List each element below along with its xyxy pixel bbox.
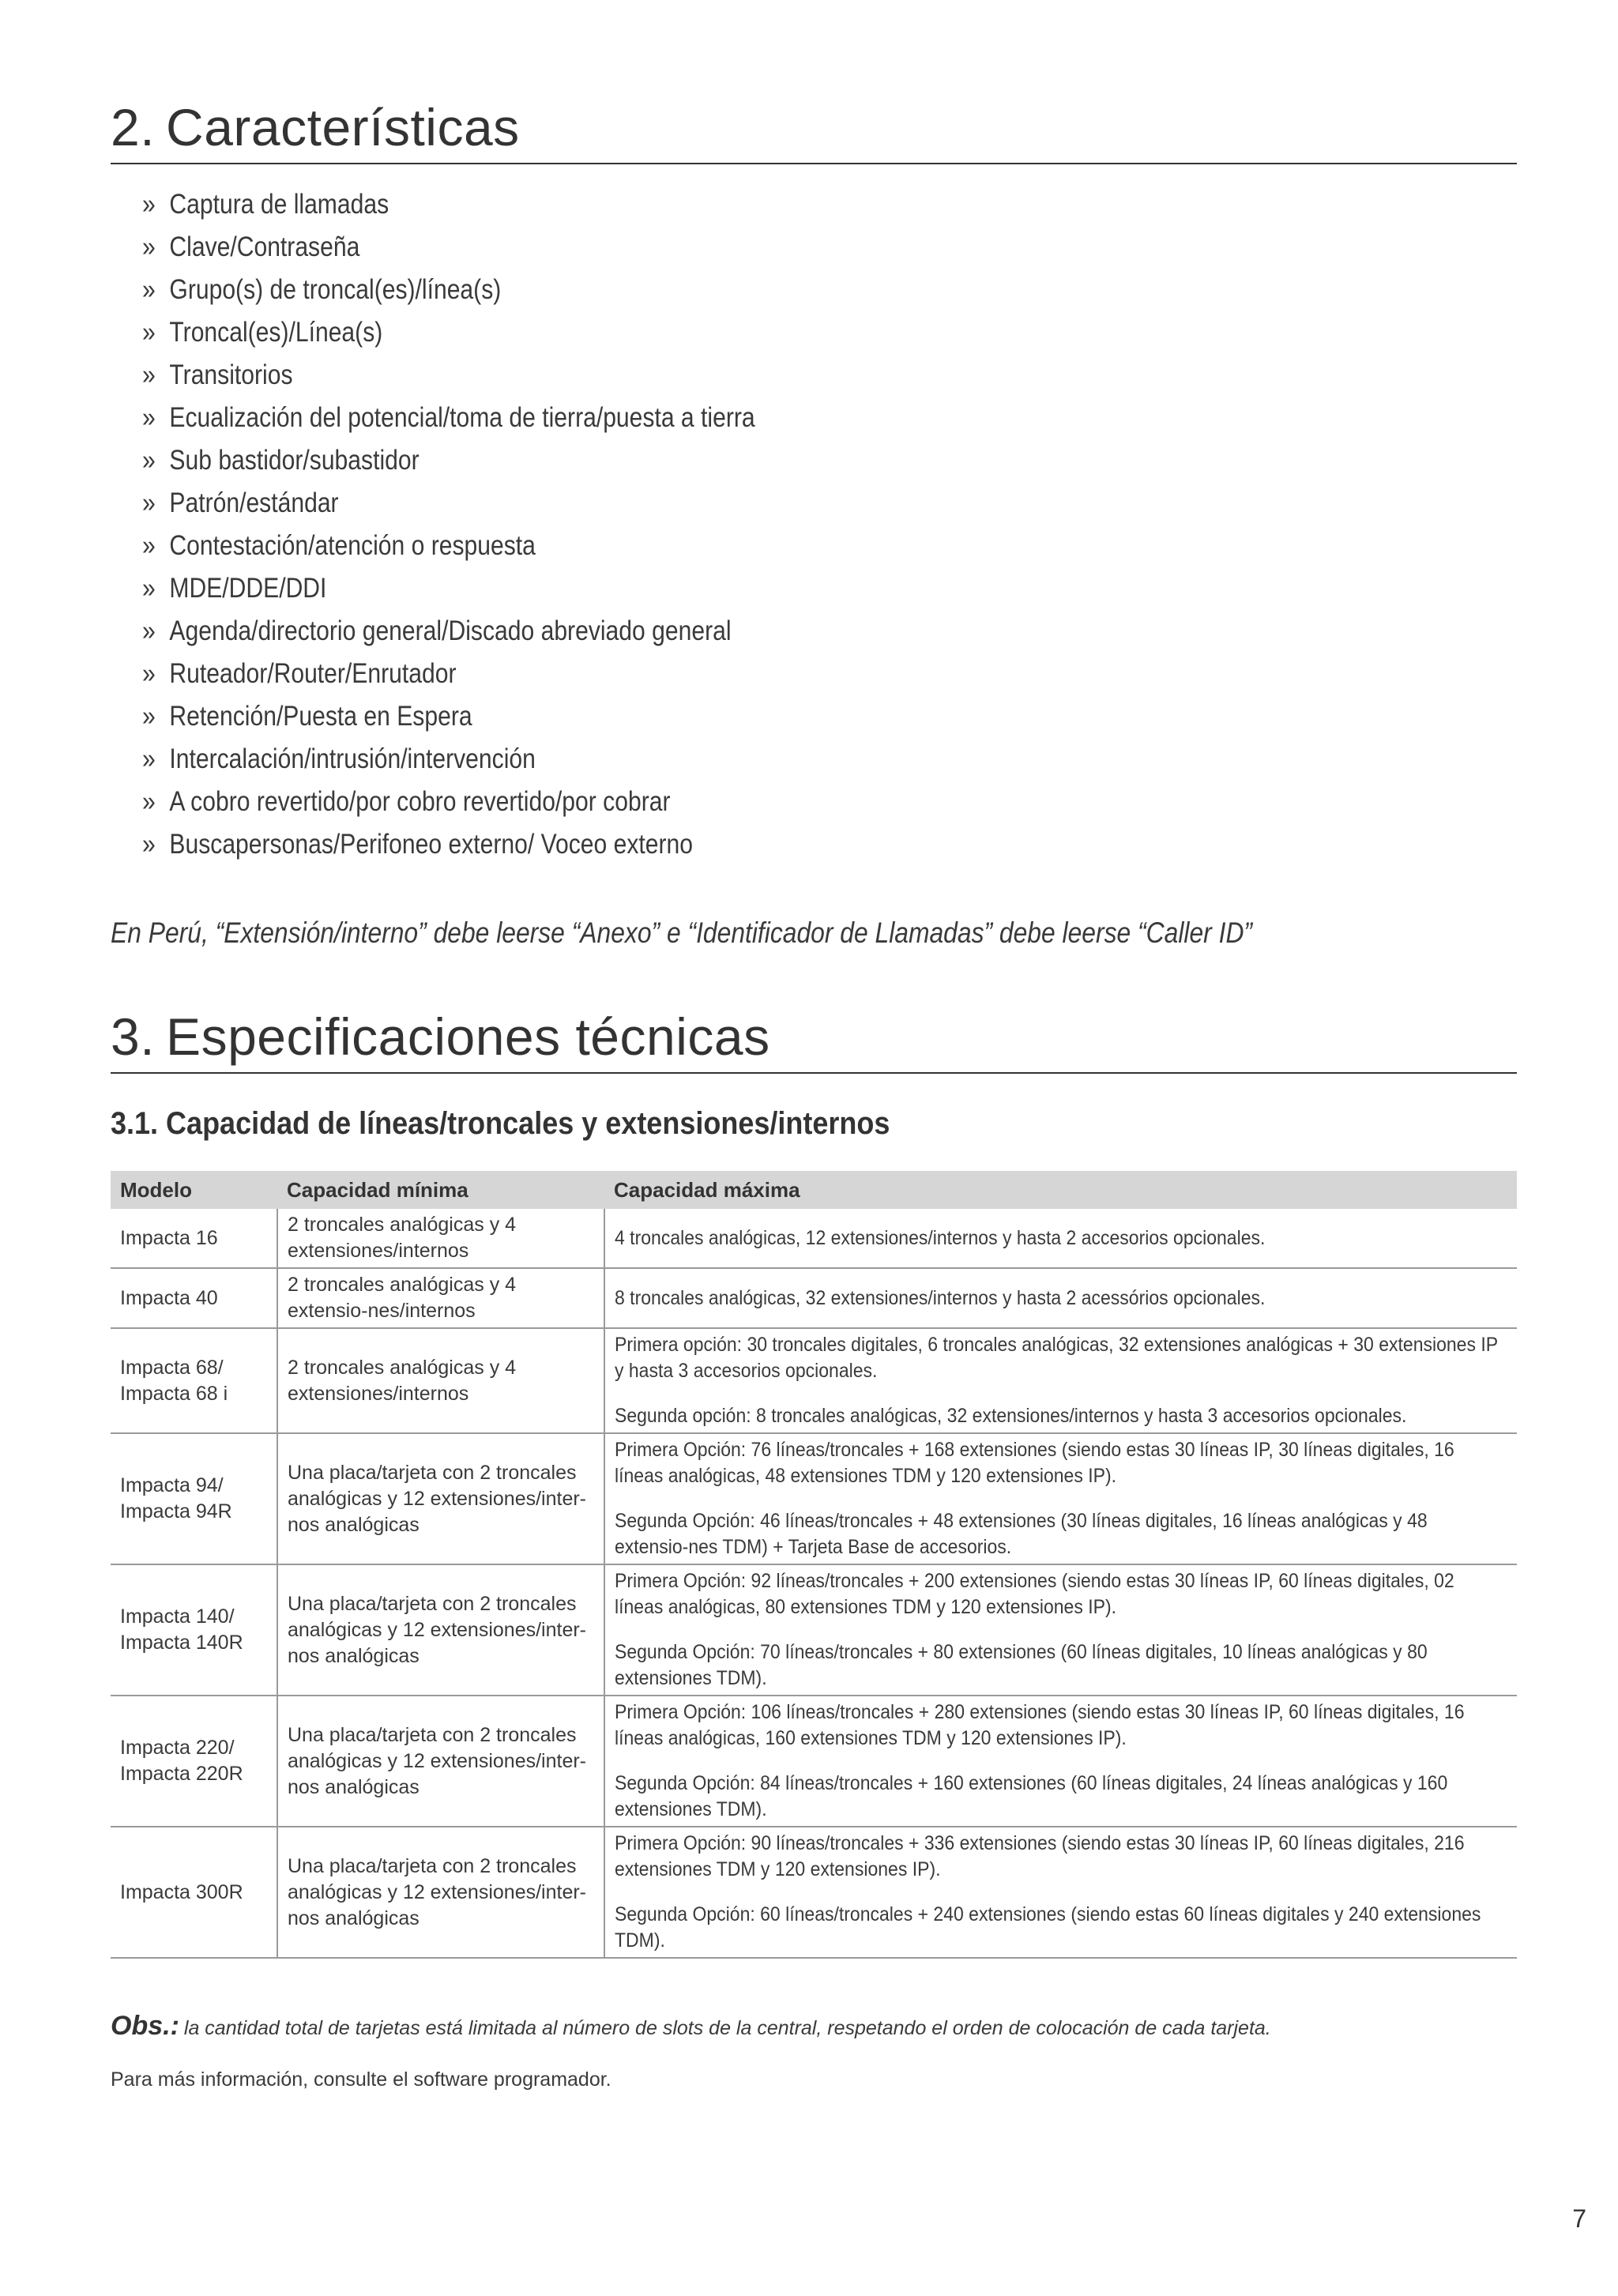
table-header-row bbox=[111, 1171, 1517, 1209]
observation bbox=[111, 2011, 1271, 2042]
feature-text: Captura de llamadas bbox=[169, 189, 389, 220]
feature-text: MDE/DDE/DDI bbox=[169, 573, 327, 604]
max-capacity-option-1 bbox=[615, 1568, 1507, 1620]
feature-item bbox=[142, 183, 755, 226]
bullet-marker: » bbox=[142, 274, 156, 305]
feature-text: Ruteador/Router/Enrutador bbox=[169, 658, 457, 689]
feature-item bbox=[142, 397, 755, 439]
section-2-heading: Características bbox=[166, 98, 520, 156]
feature-item bbox=[142, 695, 755, 738]
feature-item bbox=[142, 738, 755, 781]
max-capacity-option-1-text: Primera Opción: 76 líneas/troncales + 168 extensiones (siendo estas 30 líneas IP, 30 líneas digitales, 16 líneas analógicas, 48 extensiones TDM y 120 extensiones IP). bbox=[615, 1439, 1454, 1487]
cell-model: Impacta 300R bbox=[111, 1827, 277, 1958]
feature-item bbox=[142, 482, 755, 525]
max-capacity-option-2 bbox=[615, 1771, 1507, 1823]
max-capacity-option-2 bbox=[615, 1403, 1507, 1429]
feature-item bbox=[142, 525, 755, 567]
max-capacity-option-1 bbox=[615, 1332, 1507, 1384]
section-2-title bbox=[111, 98, 1517, 164]
cell-model: Impacta 220/ Impacta 220R bbox=[111, 1696, 277, 1827]
page-number: 7 bbox=[1572, 2204, 1586, 2233]
bullet-marker: » bbox=[142, 231, 156, 262]
cell-min-capacity: Una placa/tarjeta con 2 troncales analógicas y 12 extensiones/inter-nos analógicas bbox=[277, 1696, 604, 1827]
bullet-marker: » bbox=[142, 743, 156, 774]
feature-item bbox=[142, 567, 755, 610]
max-capacity-option-1-text: Primera Opción: 90 líneas/troncales + 336 extensiones (siendo estas 30 líneas IP, 60 líneas digitales, 216 extensiones TDM y 120 extensiones IP). bbox=[615, 1832, 1465, 1880]
feature-item bbox=[142, 439, 755, 482]
section-3-title bbox=[111, 1007, 1517, 1074]
cell-min-capacity: Una placa/tarjeta con 2 troncales analógicas y 12 extensiones/inter-nos analógicas bbox=[277, 1827, 604, 1958]
max-capacity-option-1-text: Primera opción: 30 troncales digitales, 6 troncales analógicas, 32 extensiones analógicas + 30 extensiones IP y hasta 3 accesorios opcionales. bbox=[615, 1334, 1498, 1382]
bullet-marker: » bbox=[142, 573, 156, 604]
section-2-number: 2. bbox=[111, 98, 156, 156]
feature-text: Patrón/estándar bbox=[169, 487, 339, 518]
cell-min-capacity: Una placa/tarjeta con 2 troncales analógicas y 12 extensiones/inter-nos analógicas bbox=[277, 1433, 604, 1564]
cell-max-capacity bbox=[604, 1209, 1517, 1268]
bullet-marker: » bbox=[142, 701, 156, 732]
cell-max-capacity bbox=[604, 1827, 1517, 1958]
feature-item bbox=[142, 610, 755, 653]
max-capacity-option-1 bbox=[615, 1437, 1507, 1489]
feature-text: Agenda/directorio general/Discado abreviado general bbox=[169, 615, 732, 646]
feature-text: Troncal(es)/Línea(s) bbox=[169, 317, 383, 348]
max-capacity-option-1-text: Primera Opción: 106 líneas/troncales + 280 extensiones (siendo estas 30 líneas IP, 60 líneas digitales, 16 líneas analógicas, 160 extensiones TDM y 120 extensiones IP). bbox=[615, 1701, 1465, 1749]
max-capacity-option-1-text: Primera Opción: 92 líneas/troncales + 200 extensiones (siendo estas 30 líneas IP, 60 líneas digitales, 02 líneas analógicas, 80 extensiones TDM y 120 extensiones IP). bbox=[615, 1570, 1454, 1618]
more-info-note: Para más información, consulte el software programador. bbox=[111, 2068, 611, 2091]
feature-text: Retención/Puesta en Espera bbox=[169, 701, 472, 732]
subsection-3-1-title: 3.1. Capacidad de líneas/troncales y extensiones/internos bbox=[111, 1106, 890, 1141]
header-max-capacity: Capacidad máxima bbox=[604, 1171, 1517, 1209]
table-row bbox=[111, 1209, 1517, 1268]
table-row bbox=[111, 1433, 1517, 1564]
max-capacity-option-1 bbox=[615, 1285, 1507, 1312]
max-capacity-option-1 bbox=[615, 1699, 1507, 1752]
header-model: Modelo bbox=[111, 1171, 277, 1209]
cell-model: Impacta 68/ Impacta 68 i bbox=[111, 1328, 277, 1433]
max-capacity-option-2-text: Segunda Opción: 70 líneas/troncales + 80 extensiones (60 líneas digitales, 10 líneas analógicas y 80 extensiones TDM). bbox=[615, 1641, 1428, 1689]
cell-max-capacity bbox=[604, 1328, 1517, 1433]
feature-item bbox=[142, 269, 755, 311]
feature-text: Sub bastidor/subastidor bbox=[169, 445, 420, 476]
feature-text: Transitorios bbox=[169, 359, 293, 390]
feature-text: Ecualización del potencial/toma de tierra/puesta a tierra bbox=[169, 402, 755, 433]
bullet-marker: » bbox=[142, 658, 156, 689]
max-capacity-option-2 bbox=[615, 1639, 1507, 1692]
cell-model: Impacta 94/ Impacta 94R bbox=[111, 1433, 277, 1564]
max-capacity-option-2 bbox=[615, 1902, 1507, 1954]
observation-label: Obs.: bbox=[111, 2011, 179, 2041]
bullet-marker: » bbox=[142, 189, 156, 220]
max-capacity-option-1-text: 8 troncales analógicas, 32 extensiones/internos y hasta 2 acessórios opcionales. bbox=[615, 1286, 1266, 1309]
cell-model: Impacta 16 bbox=[111, 1209, 277, 1268]
table-row bbox=[111, 1328, 1517, 1433]
features-list bbox=[142, 183, 855, 866]
feature-text: Buscapersonas/Perifoneo externo/ Voceo externo bbox=[169, 829, 694, 860]
feature-item bbox=[142, 653, 755, 695]
feature-text: Intercalación/intrusión/intervención bbox=[169, 743, 536, 774]
feature-text: Grupo(s) de troncal(es)/línea(s) bbox=[169, 274, 502, 305]
max-capacity-option-1-text: 4 troncales analógicas, 12 extensiones/internos y hasta 2 accesorios opcionales. bbox=[615, 1226, 1266, 1249]
section-3-number: 3. bbox=[111, 1007, 156, 1066]
capacity-table bbox=[111, 1171, 1517, 1959]
cell-min-capacity: 2 troncales analógicas y 4 extensiones/internos bbox=[277, 1209, 604, 1268]
header-min-capacity: Capacidad mínima bbox=[277, 1171, 604, 1209]
feature-item bbox=[142, 781, 755, 823]
feature-item bbox=[142, 354, 755, 397]
cell-model: Impacta 140/ Impacta 140R bbox=[111, 1564, 277, 1696]
max-capacity-option-1 bbox=[615, 1225, 1507, 1252]
feature-item bbox=[142, 823, 755, 866]
bullet-marker: » bbox=[142, 359, 156, 390]
max-capacity-option-1 bbox=[615, 1831, 1507, 1883]
table-row bbox=[111, 1268, 1517, 1328]
cell-min-capacity: Una placa/tarjeta con 2 troncales analógicas y 12 extensiones/inter-nos analógicas bbox=[277, 1564, 604, 1696]
table-row bbox=[111, 1696, 1517, 1827]
bullet-marker: » bbox=[142, 487, 156, 518]
feature-text: A cobro revertido/por cobro revertido/por cobrar bbox=[169, 786, 671, 817]
cell-model: Impacta 40 bbox=[111, 1268, 277, 1328]
table-row bbox=[111, 1827, 1517, 1958]
max-capacity-option-2-text: Segunda Opción: 46 líneas/troncales + 48 extensiones (30 líneas digitales, 16 líneas analógicas y 48 extensio-nes TDM) + Tarjeta Base de accesorios. bbox=[615, 1510, 1428, 1558]
bullet-marker: » bbox=[142, 829, 156, 860]
bullet-marker: » bbox=[142, 786, 156, 817]
cell-max-capacity bbox=[604, 1268, 1517, 1328]
cell-min-capacity: 2 troncales analógicas y 4 extensio-nes/internos bbox=[277, 1268, 604, 1328]
cell-min-capacity: 2 troncales analógicas y 4 extensiones/internos bbox=[277, 1328, 604, 1433]
cell-max-capacity bbox=[604, 1433, 1517, 1564]
feature-text: Clave/Contraseña bbox=[169, 231, 360, 262]
feature-text: Contestación/atención o respuesta bbox=[169, 530, 536, 561]
max-capacity-option-2-text: Segunda opción: 8 troncales analógicas, 32 extensiones/internos y hasta 3 accesorios opcionales. bbox=[615, 1405, 1407, 1427]
feature-item bbox=[142, 226, 755, 269]
cell-max-capacity bbox=[604, 1696, 1517, 1827]
max-capacity-option-2-text: Segunda Opción: 84 líneas/troncales + 160 extensiones (60 líneas digitales, 24 líneas analógicas y 160 extensiones TDM). bbox=[615, 1772, 1448, 1820]
bullet-marker: » bbox=[142, 445, 156, 476]
bullet-marker: » bbox=[142, 530, 156, 561]
max-capacity-option-2-text: Segunda Opción: 60 líneas/troncales + 240 extensiones (siendo estas 60 líneas digitales y 240 extensiones TDM). bbox=[615, 1903, 1481, 1952]
cell-max-capacity bbox=[604, 1564, 1517, 1696]
peru-note: En Perú, “Extensión/interno” debe leerse “Anexo” e “Identificador de Llamadas” debe leerse “Caller ID” bbox=[111, 917, 1253, 949]
section-3-heading: Especificaciones técnicas bbox=[166, 1007, 770, 1066]
capacity-table-body bbox=[111, 1209, 1517, 1958]
max-capacity-option-2 bbox=[615, 1508, 1507, 1560]
bullet-marker: » bbox=[142, 615, 156, 646]
feature-item bbox=[142, 311, 755, 354]
bullet-marker: » bbox=[142, 402, 156, 433]
bullet-marker: » bbox=[142, 317, 156, 348]
table-row bbox=[111, 1564, 1517, 1696]
observation-text: la cantidad total de tarjetas está limitada al número de slots de la central, respetando el orden de colocación de cada tarjeta. bbox=[183, 2017, 1271, 2039]
